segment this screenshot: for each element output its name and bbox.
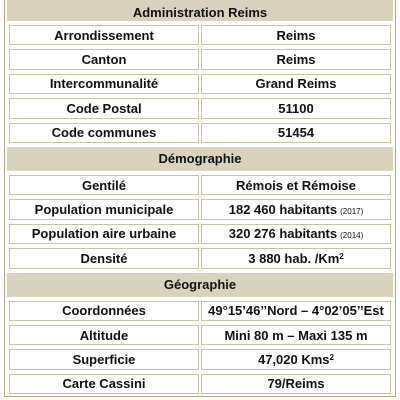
table-row-population-municipale <box>5 197 395 221</box>
table-row-population-aire-urbaine <box>5 222 395 246</box>
row-value: Mini 80 m – Maxi 135 m <box>201 325 391 345</box>
row-label: Superficie <box>9 349 199 369</box>
row-value: Grand Reims <box>201 74 391 94</box>
row-value: 3 880 hab. /Km $^2$ <box>201 248 391 268</box>
infobox-table <box>4 0 396 397</box>
table-row-superficie <box>5 347 395 371</box>
table-row-coordonnees <box>5 299 395 323</box>
section-header-administration <box>5 0 395 23</box>
row-value: 49°15’46’’Nord – 4°02’05’’Est <box>201 301 391 321</box>
row-value: 79/Reims <box>201 374 391 394</box>
row-value: Reims <box>201 49 391 69</box>
population-aire-value: 320 276 habitants <box>228 226 338 242</box>
section-title-demographie: Démographie <box>158 151 242 167</box>
population-aire-year: (2014) <box>340 231 364 241</box>
densite-value: 3 880 hab. /Km <box>248 250 340 266</box>
row-label: Densité <box>9 248 199 268</box>
table-row-canton <box>5 47 395 71</box>
table-row-densite <box>5 246 395 270</box>
row-label: Coordonnées <box>9 301 199 321</box>
row-label: Carte Cassini <box>9 374 199 394</box>
row-value: Rémois et Rémoise <box>201 175 391 195</box>
population-municipale-value: 182 460 habitants <box>228 202 338 218</box>
table-row-intercommunalite <box>5 72 395 96</box>
row-label: Intercommunalité <box>9 74 199 94</box>
table-row-code-postal <box>5 96 395 120</box>
row-value <box>201 224 391 244</box>
row-label: Gentilé <box>9 175 199 195</box>
table-row-carte-cassini <box>5 372 395 396</box>
table-row-gentile <box>5 173 395 197</box>
section-header-geographie <box>5 271 395 299</box>
row-label: Arrondissement <box>9 25 199 45</box>
table-row-code-communes <box>5 121 395 145</box>
row-label: Code communes <box>9 123 199 143</box>
table-row-altitude <box>5 323 395 347</box>
row-value: 51100 <box>201 98 391 118</box>
table-row-arrondissement <box>5 23 395 47</box>
row-value: 51454 <box>201 123 391 143</box>
row-value <box>201 199 391 219</box>
section-title-administration: Administration Reims <box>132 4 268 20</box>
row-label: Population aire urbaine <box>9 224 199 244</box>
row-label: Code Postal <box>9 98 199 118</box>
row-label: Canton <box>9 49 199 69</box>
population-municipale-year: (2017) <box>340 207 364 217</box>
row-value: Reims <box>201 25 391 45</box>
section-title-geographie: Géographie <box>163 277 237 293</box>
superficie-value: 47,020 Kms <box>257 351 330 367</box>
row-label: Population municipale <box>9 199 199 219</box>
row-value: 47,020 Kms $^2$ <box>201 349 391 369</box>
section-header-demographie <box>5 145 395 173</box>
row-label: Altitude <box>9 325 199 345</box>
